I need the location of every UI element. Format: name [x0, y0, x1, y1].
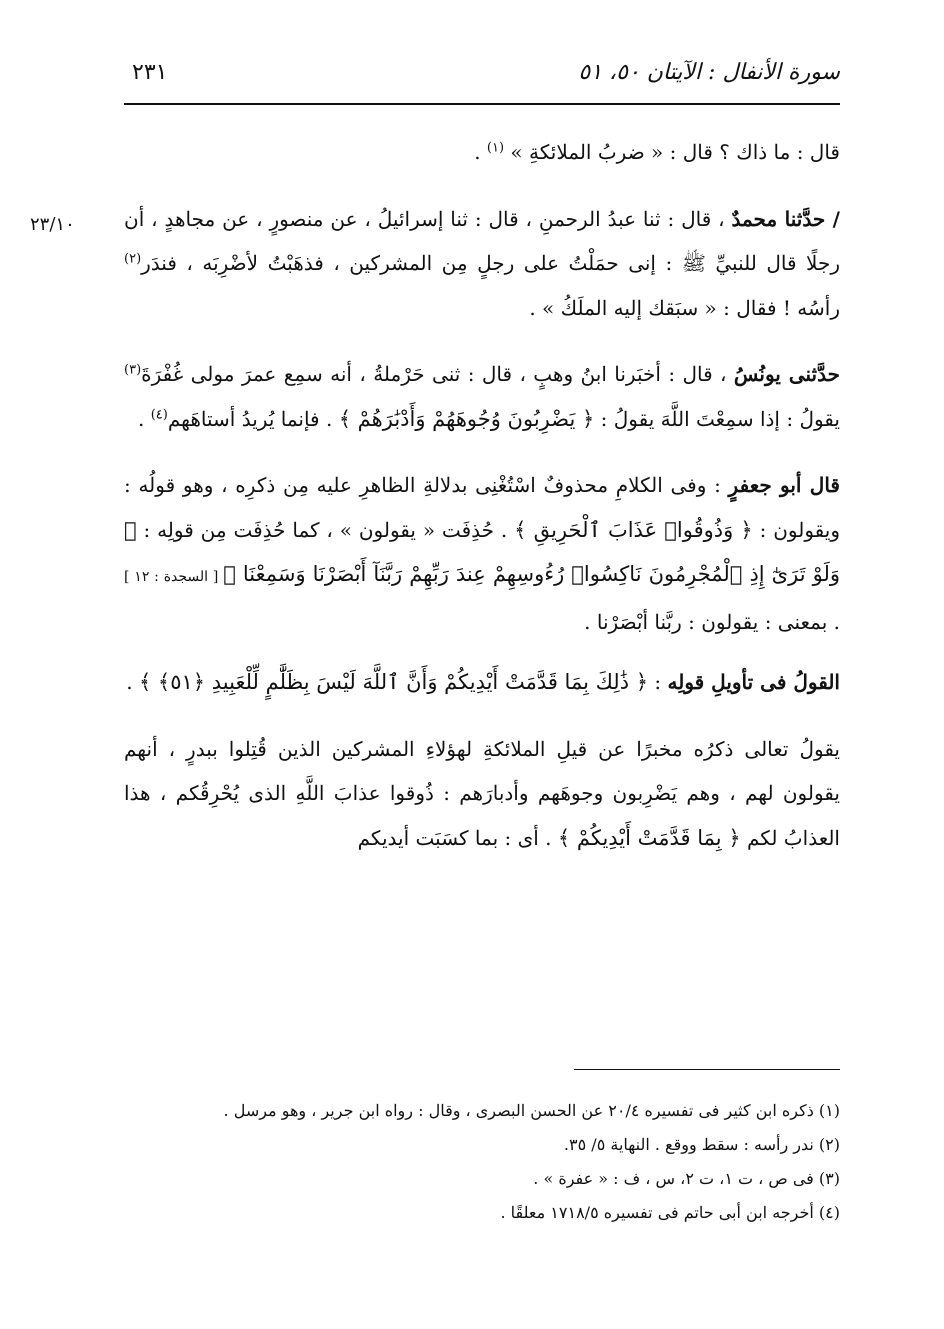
quran-verse: ﴿ يَضْرِبُونَ وُجُوهَهُمْ وَأَدْبَٰرَهُمْ ﴾	[338, 406, 595, 431]
paragraph-text: قال : ما ذاك ؟ قال : « ضربُ الملائكةِ »	[510, 140, 840, 164]
footnote-4: (٤) أخرجه ابن أبى حاتم فى تفسيره ١٧١٨/٥ معلقًا .	[500, 1203, 840, 1222]
paragraph-text: يقولُ : إذا سمِعْتَ اللَّهَ يقولُ :	[594, 406, 840, 431]
paragraph-end: .	[137, 406, 151, 431]
paragraph-text: . فإنما يُريدُ أستاهَهم	[167, 406, 339, 431]
footnotes	[124, 1094, 840, 1230]
footnote-marker: (٢)	[124, 251, 142, 267]
paragraph-6	[124, 727, 840, 861]
paragraph-5	[124, 660, 840, 705]
paragraph-text: . أى : بما كسَبَت أيديكم	[357, 825, 558, 850]
section-heading: القولُ فى تأويلِ قولِه	[667, 670, 840, 694]
header-rule	[124, 103, 840, 105]
paragraph-text: :	[648, 670, 668, 694]
footnote-1: (١) ذكره ابن كثير فى تفسيره ٢٠/٤ عن الحسن البصرى ، وقال : رواه ابن جرير ، وهو مرسل .	[223, 1101, 840, 1120]
paragraph-text: . بمعنى : يقولون : ربَّنا أبْصَرْنا .	[584, 609, 840, 634]
footnote-marker: (٤)	[150, 406, 168, 422]
paragraph-text: رأسُه ! فقال : « سبَقك إليه الملَكُ » .	[529, 295, 840, 320]
narration-lead: قال أبو جعفرٍ	[728, 473, 840, 497]
quran-verse: ﴿ وَلَوْ تَرَىٰٓ إِذِ ٱلْمُجْرِمُونَ نَاكِسُوا۟ رُءُوسِهِمْ عِندَ رَبِّهِمْ رَبَّنَآ أَبْصَرْنَا وَسَمِعْنَا ﴾	[124, 517, 840, 586]
footnote-marker: (١)	[486, 140, 505, 156]
quran-verse: ﴿ وَذُوقُوا۟ عَذَابَ ٱلْحَرِيقِ ﴾	[514, 517, 753, 542]
paragraph-text: يقولُ تعالى ذكرُه مخبرًا عن قيلِ الملائكةِ لهؤلاءِ المشركين الذين قُتِلوا ببدرٍ ، أنهم يقولون لهم ، وهم يَضْرِبون وجوهَهم وأدبارَهم : ذُوقوا عذابَ اللَّهِ الذى يُحْرِقُكم ، هذا العذابُ لكم	[124, 736, 840, 850]
paragraph-text: ، قال : أخبَرنا ابنُ وهبٍ ، قال : ثنى حَرْملةُ ، أنه سمِع عمرَ مولى غُفْرَةَ	[141, 362, 734, 386]
paragraph-end: .	[126, 670, 139, 694]
paragraph-3	[124, 352, 840, 441]
footnote-rule	[574, 1069, 840, 1070]
quran-verse: ﴿ بِمَا قَدَّمَتْ أَيْدِيكُمْ ﴾	[557, 825, 741, 850]
narration-lead: حدَّثنى يونُسُ	[733, 362, 840, 386]
quran-verse: ﴿ ذَٰلِكَ بِمَا قَدَّمَتْ أَيْدِيكُمْ وَأَنَّ ٱللَّهَ لَيْسَ بِظَلَّٰمٍ لِّلْعَبِيدِ ﴿٥١﴾ ﴾	[138, 670, 649, 694]
paragraph-4	[124, 463, 840, 644]
paragraph-2	[124, 197, 840, 331]
margin-reference: ٢٣/١٠	[30, 214, 75, 235]
page-number: ٢٣١	[132, 60, 168, 85]
paragraph-end: .	[474, 140, 481, 164]
surah-reference: [ السجدة : ١٢ ]	[124, 569, 224, 585]
chapter-title: سورة الأنفال : الآيتان ٥٠، ٥١	[578, 60, 840, 85]
footnote-3: (٣) فى ص ، ت ١، ت ٢، س ، ف : « عفرة » .	[533, 1169, 840, 1188]
footnote-marker: (٣)	[124, 362, 142, 378]
paragraph-text: : وفى الكلامِ محذوفٌ اسْتُغْنِى بدلالةِ الظاهرِ عليه مِن ذكرِه ، وهو قولُه : ويقولون :	[124, 473, 840, 542]
paragraph-text: . حُذِفَت « يقولون » ، كما حُذِفَت مِن قولِه :	[136, 517, 515, 542]
main-text	[124, 130, 840, 860]
paragraph-text: ، قال : ثنا عبدُ الرحمنِ ، قال : ثنا إسرائيلُ ، عن منصورٍ ، عن مجاهدٍ ، أن رجلًا قال للنبيِّ ﷺ : إنى حمَلْتُ على رجلٍ مِن المشركين ، فذهَبْتُ لأضْرِبَه ، فندَر	[124, 206, 840, 275]
paragraph-1	[124, 130, 840, 175]
narration-lead: / حدَّثنا محمدٌ	[731, 206, 840, 231]
footnote-2: (٢) ندر رأسه : سقط ووقع . النهاية ٥/ ٣٥.	[563, 1135, 840, 1154]
running-header	[120, 56, 840, 96]
